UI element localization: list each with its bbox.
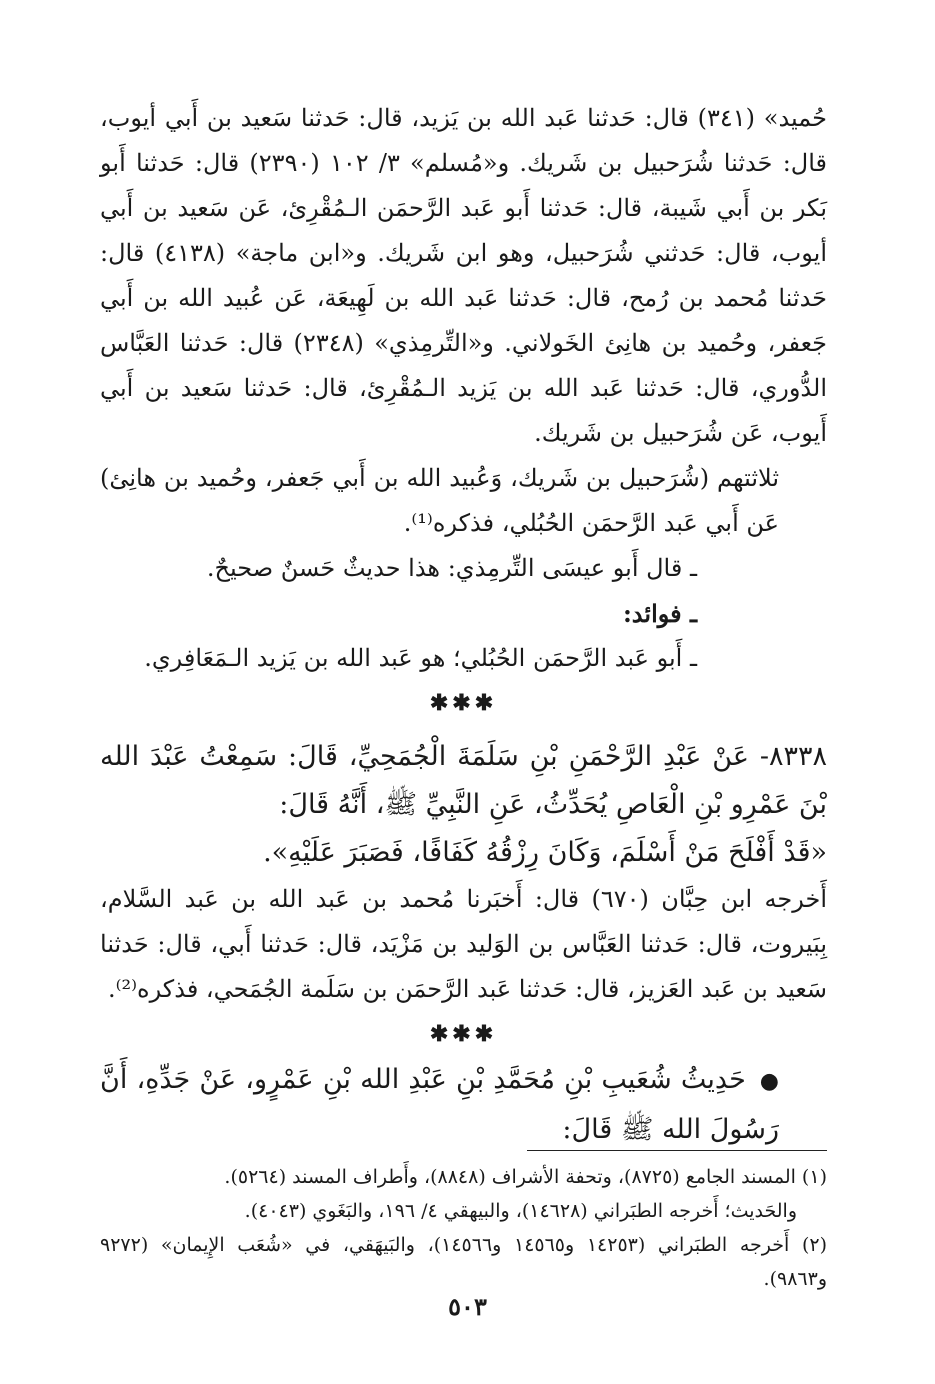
bullet-hadith-text: حَدِيثُ شُعَيبِ بْنِ مُحَمَّدِ بْنِ عَبْدِ الله بْنِ عَمْرٍو، عَنْ جَدِّهِ، أَنَّ رَسُولَ الله ﷺ قَالَ: [100,1064,779,1145]
paragraph-sources: حُميد» (٣٤١) قال: حَدثنا عَبد الله بن يَزيد، قال: حَدثنا سَعيد بن أَبي أيوب، قال: حَدثنا شُرَحبيل بن شَريك. و«مُسلم» ٣/ ١٠٢ (٢٣٩٠) قال: حَدثنا أَبو بَكر بن أَبي شَيبة، قال: حَدثنا أَبو عَبد الرَّحمَن الـمُقْرِئ، عَن سَعيد بن أَبي أيوب، قال: حَدثني شُرَحبيل، وهو ابن شَريك. و«ابن ماجة» (٤١٣٨) قال: حَدثنا مُحمد بن رُمح، قال: حَدثنا عَبد الله بن لَهِيعَة، عَن عُبيد الله بن أَبي جَعفر، وحُميد بن هانِئ الخَولاني. و«التِّرمِذي» (٢٣٤٨) قال: حَدثنا العَبَّاس الدُّوري، قال: حَدثنا عَبد الله بن يَزيد الـمُقْرِئ، قال: حَدثنا سَعيد بن أَبي أَيوب، عَن شُرَحبيل بن شَريك. [100,104,827,447]
paragraph-chain-summary: ثلاثتهم (شُرَحبيل بن شَريك، وَعُبيد الله بن أَبي جَعفر، وحُميد بن هانِئ) عَن أَبي عَبد الرَّحمَن الحُبُلي، فذكره⁽¹⁾. [100,464,779,537]
bullet-icon: ● [759,1069,779,1094]
footnotes [100,1160,827,1296]
bullet-hadith-intro [100,1056,827,1154]
benefits-heading: ـ فوائد: [622,599,697,628]
hadith-heading: ٨٣٣٨- عَنْ عَبْدِ الرَّحْمَنِ بْنِ سَلَمَةَ الْجُمَحِيِّ، قَالَ: سَمِعْتُ عَبْدَ الله بْنَ عَمْرِو بْنِ الْعَاصِ يُحَدِّثُ، عَنِ النَّبِيِّ ﷺ، أَنَّهُ قَالَ: [100,741,827,820]
section-separator: ✱✱✱ [429,1021,498,1047]
footnote-2: (٢) أَخرجه الطبَراني (١٤٢٥٣ و١٤٥٦٥ و١٤٥٦٦)، والبَيهَقي، في «شُعَب الإِيمان» (٩٢٧٢ و٩٨٦٣). [100,1234,827,1290]
footnote-divider [527,1150,827,1151]
footnote-1: (١) المسند الجامع (٨٧٢٥)، وتحفة الأشراف (٨٨٤٨)، وأَطراف المسند (٥٢٦٤). [224,1166,827,1188]
paragraph-takhrij: أَخرجه ابن حِبَّان (٦٧٠) قال: أَخبَرنا مُحمد بن عَبد الله بن عَبد السَّلام، بِبَيروت، قال: حَدثنا العَبَّاس بن الوَليد بن مَزْيَد، قال: حَدثنا أَبي، قال: حَدثنا سَعيد بن عَبد العَزيز، قال: حَدثنا عَبد الرَّحمَن بن سَلَمة الجُمَحي، فذكره⁽²⁾. [100,885,827,1003]
footnote-1-continued: والحَديث؛ أَخرجه الطبَراني (١٤٦٢٨)، والبيهقي ٤/ ١٩٦، والبَغَوي (٤٠٤٣). [244,1200,797,1222]
main-text [100,96,827,1154]
paragraph-tirmidhi-grade: ـ قال أَبو عيسَى التِّرمِذي: هذا حديثٌ حَسنٌ صحيحٌ. [206,554,697,582]
page-number: ٥٠٣ [448,1292,487,1321]
section-separator: ✱✱✱ [429,690,498,716]
hadith-text: «قَدْ أَفْلَحَ مَنْ أَسْلَمَ، وَكَانَ رِزْقُهُ كَفَافًا، فَصَبَرَ عَلَيْهِ». [263,837,827,868]
paragraph-benefit: ـ أَبو عَبد الرَّحمَن الحُبُلي؛ هو عَبد الله بن يَزيد الـمَعَافِري. [144,644,697,672]
